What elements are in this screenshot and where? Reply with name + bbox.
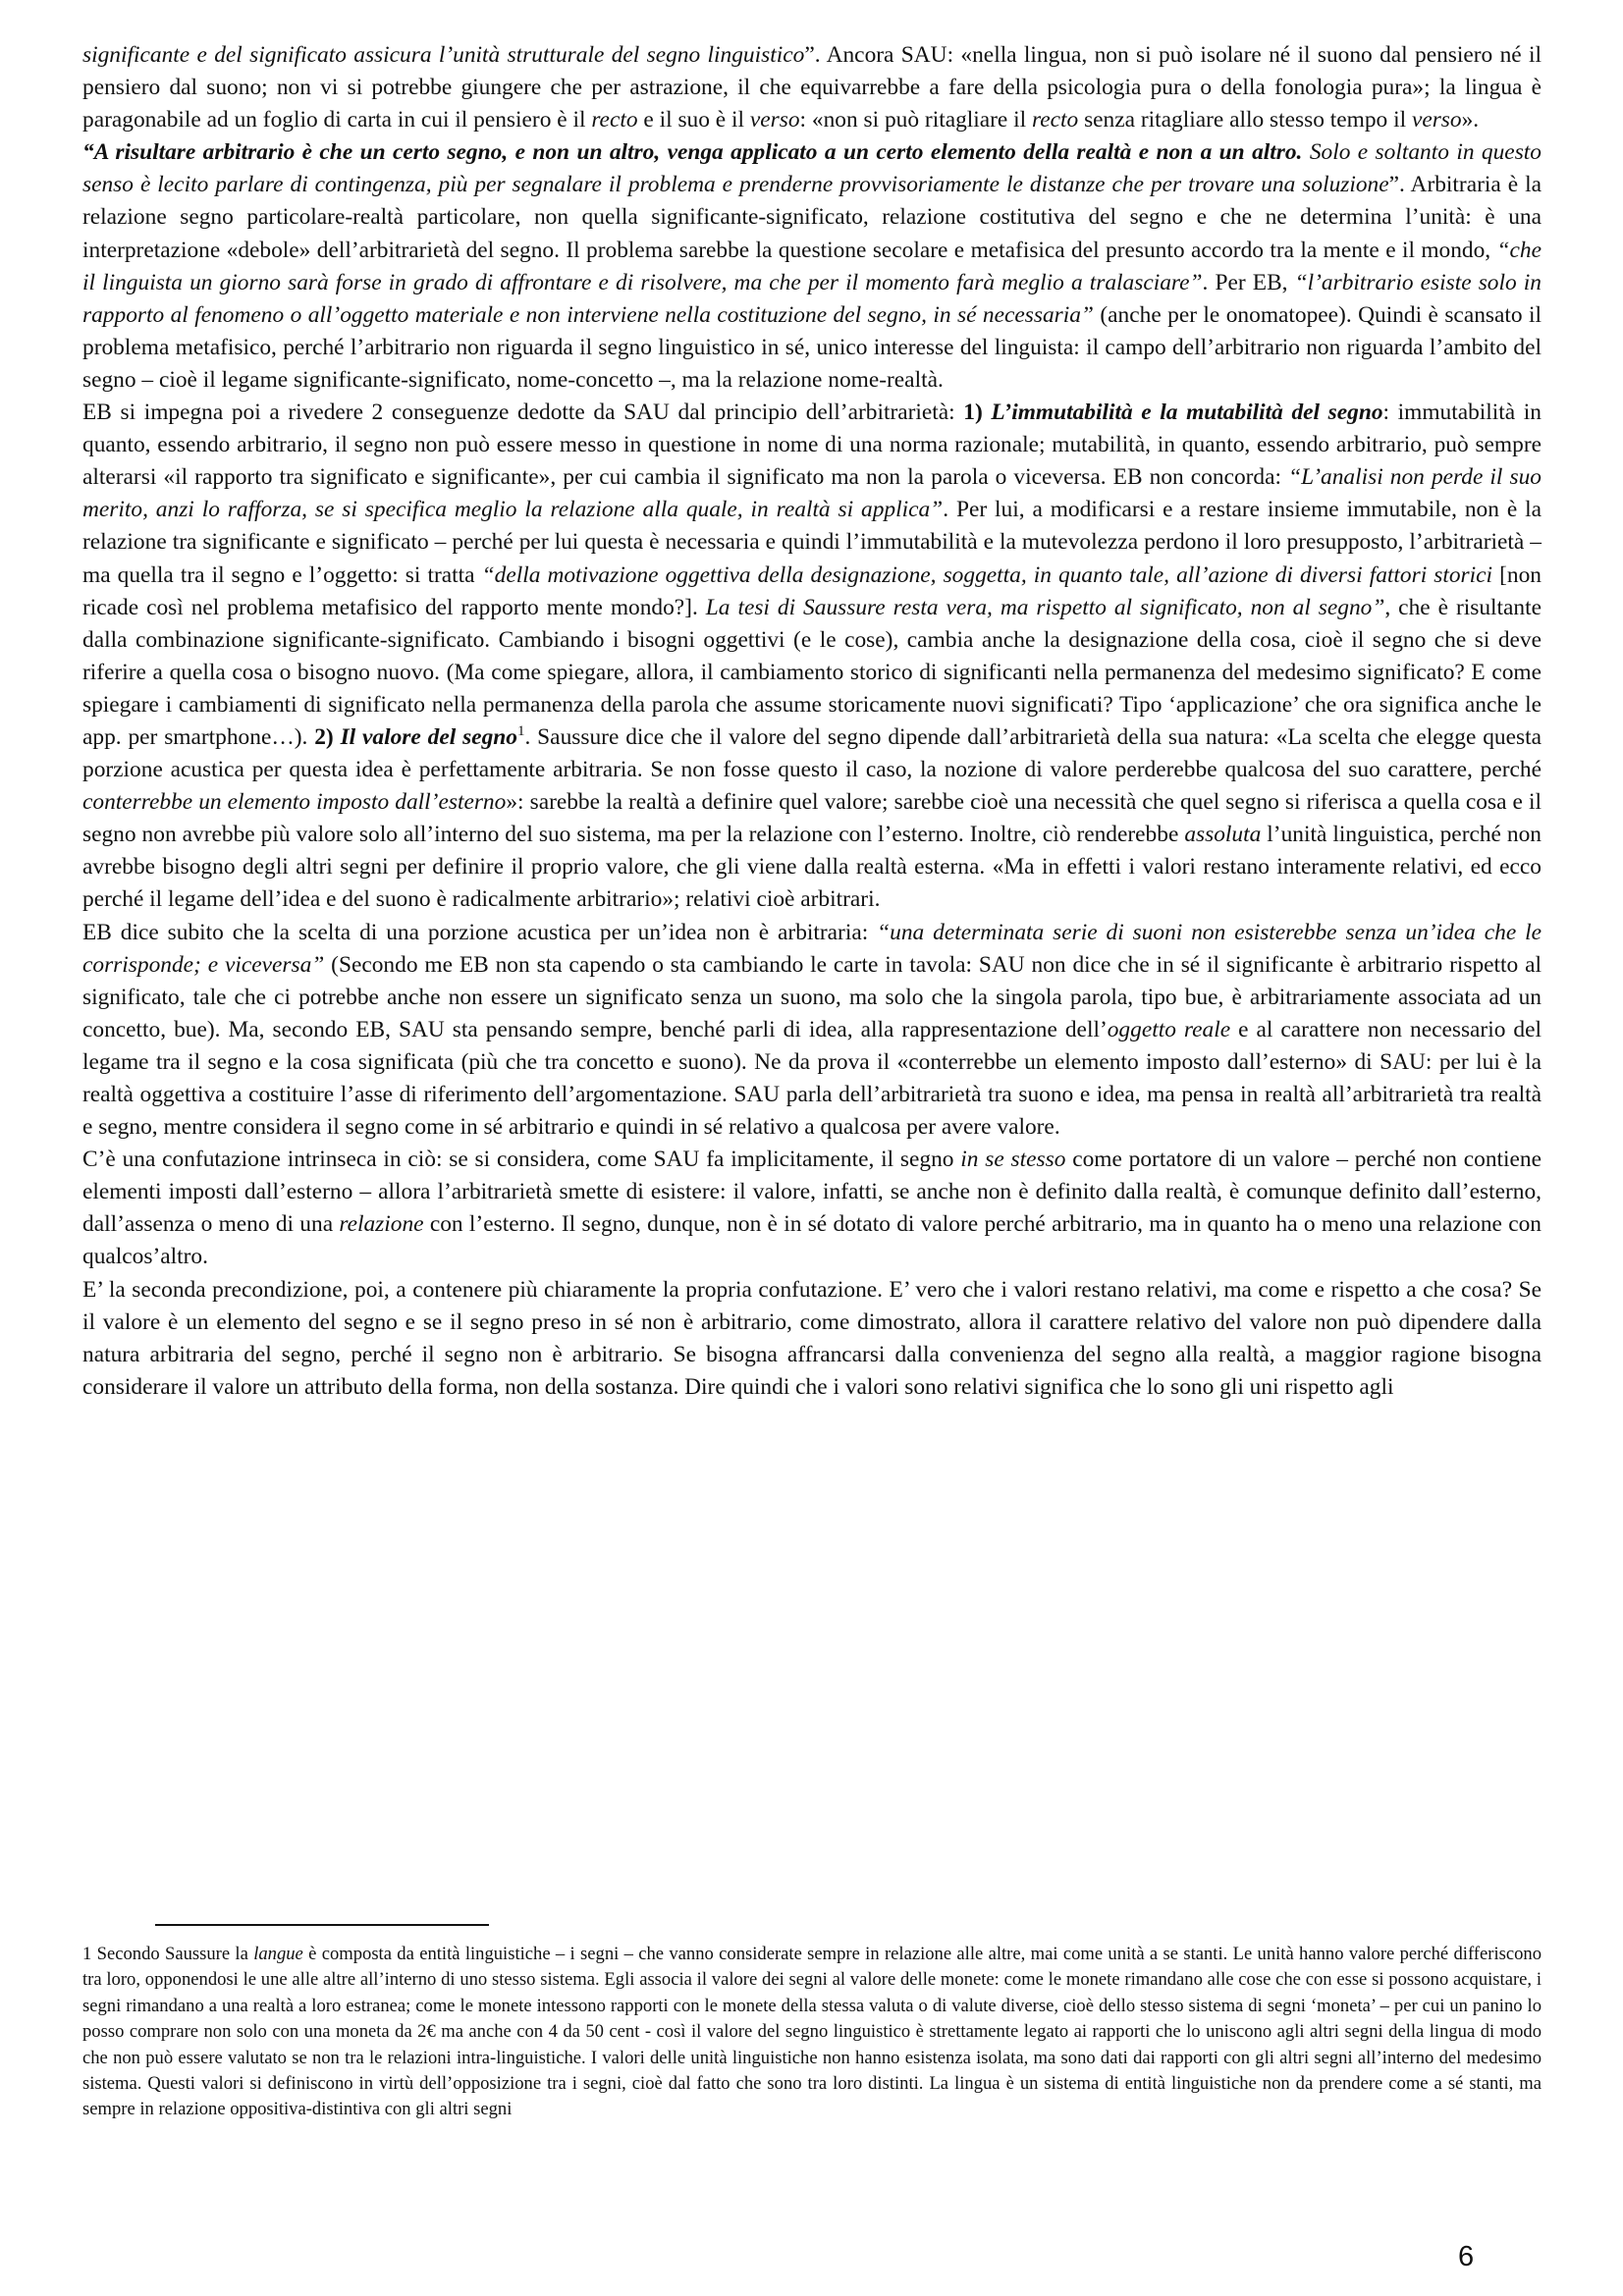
text-run: L’immutabilità e la mutabilità del segno: [991, 400, 1383, 426]
text-run: ».: [1461, 107, 1480, 133]
text-run: “l’arbitrario esiste solo in rapporto al fenomeno o all’oggetto materiale e non interviene nella costituzione del segno, in sé necessaria”: [82, 269, 1542, 328]
text-run: EB dice subito che la scelta di una porzione acustica per un’idea non è arbitraria:: [82, 919, 878, 945]
text-run: e il suo è il: [637, 107, 750, 133]
text-run: relazione: [339, 1211, 424, 1238]
text-run: in se stesso: [960, 1147, 1066, 1173]
text-run: conterrebbe un elemento imposto dall’esterno: [82, 789, 507, 816]
text-run: »: sarebbe la realtà a definire quel valore; sarebbe cioè una necessità che quel segno si riferisca a quella cosa e il segno non avrebbe più valore solo all’interno del suo sistema, ma per la relazione con l’esterno. Inoltre, ciò renderebbe: [82, 789, 1542, 848]
text-run: [334, 724, 341, 750]
text-run: C’è una confutazione intrinseca in ciò: se si considera, come SAU fa implicitamente, il segno: [82, 1147, 961, 1173]
footnote-separator: [155, 1924, 489, 1926]
text-run: verso: [1411, 107, 1462, 133]
text-run: 1): [963, 400, 983, 426]
text-run: recto: [591, 107, 638, 133]
text-run: . Per lui, a modificarsi e a restare insieme immutabile, non è la relazione tra significante e significato – perché per lui questa è necessaria e quindi l’immutabilità e la mutevolezza perdono il loro presupposto, l’arbitrarietà – ma quella tra il segno e l’oggetto: si tratta: [82, 497, 1542, 588]
text-run: , che è risultante dalla combinazione significante-significato. Cambiando i bisogni oggettivi (e le cose), cambia anche la designazione della cosa, cioè il segno che si deve riferire a quella cosa o bisogno nuovo. (Ma come spiegare, allora, il cambiamento storico di significanti nella permanenza del medesimo significato? E come spiegare i cambiamenti di significato nella permanenza della parola che assume storicamente nuovi significati? Tipo ‘applicazione’ che ora significa anche le app. per smartphone…).: [82, 594, 1542, 750]
text-run: 1 Secondo Saussure la: [82, 1944, 254, 1964]
paragraph: [82, 136, 1542, 397]
text-run: 2): [314, 723, 334, 750]
text-run: . Per EB,: [1202, 269, 1295, 295]
paragraph: [82, 1274, 1542, 1404]
text-run: oggetto reale: [1107, 1016, 1231, 1042]
text-run: Solo e soltanto in questo senso è lecito parlare di contingenza, più per segnalare il problema e prenderne provvisoriamente le distanze che per trovare una soluzione: [82, 139, 1542, 198]
text-run: “L’analisi non perde il suo merito, anzi lo rafforza, se si specifica meglio la relazione alla quale, in realtà si applica”: [82, 464, 1542, 523]
footnote-ref: 1: [516, 723, 525, 740]
text-run: (anche per le onomatopee). Quindi è scansato il problema metafisico, perché l’arbitrario non riguarda il segno linguistico in sé, unico interesse del linguista: il campo dell’arbitrario non riguarda l’ambito del segno – cioè il legame significante-significato, nome-concetto –, ma la relazione nome-realtà.: [82, 301, 1542, 393]
text-run: l’unità linguistica, perché non avrebbe bisogno degli altri segni per definire il proprio valore, che gli viene dalla realtà esterna. «Ma in effetti i valori restano interamente relativi, ed ecco perché il legame dell’idea e del suono è radicalmente arbitrario»; relativi cioè arbitrari.: [82, 822, 1542, 913]
body-text: [82, 39, 1542, 1404]
text-run: “A risultare arbitrario è che un certo segno, e non un altro, venga applicato a un certo elemento della realtà e non a un altro.: [82, 139, 1303, 166]
text-run: “che il linguista un giorno sarà forse in grado di affrontare e di risolvere, ma che per il momento farà meglio a tralasciare”: [82, 237, 1542, 295]
page-content: [82, 39, 1542, 1404]
text-run: con l’esterno. Il segno, dunque, non è in sé dotato di valore perché arbitrario, ma in quanto ha o meno una relazione con qualcos’altro.: [82, 1211, 1542, 1270]
text-run: (Secondo me EB non sta capendo o sta cambiando le carte in tavola: SAU non dice che in sé il significante è arbitrario rispetto al significato, tale che ci potrebbe anche non essere un significato senza un suono, ma solo che la singola parola, tipo bue, è arbitrariamente associata ad un concetto, bue). Ma, secondo EB, SAU sta pensando sempre, benché parli di idea, alla rappresentazione dell’: [82, 951, 1542, 1042]
text-run: . Saussure dice che il valore del segno dipende dall’arbitrarietà della sua natura: «La scelta che elegge questa porzione acustica per questa idea è perfettamente arbitraria. Se non fosse questo il caso, la nozione di valore perderebbe qualcosa del suo carattere, perché: [82, 723, 1542, 783]
page-number: 6: [1458, 2241, 1475, 2272]
paragraph: [82, 397, 1542, 917]
footnote-text: [82, 1942, 1542, 2123]
text-run: come portatore di un valore – perché non contiene elementi imposti dall’esterno – allora l’arbitrarietà smette di esistere: il valore, infatti, se anche non è definito dalla realtà, è comunque definito dall’esterno, dall’assenza o meno di una: [82, 1147, 1542, 1238]
text-run: : immutabilità in quanto, essendo arbitrario, il segno non può essere messo in questione in nome di una norma razionale; mutabilità, in quanto, essendo arbitrario, può sempre alterarsi «il rapporto tra significato e significante», per cui cambia il significato ma non la parola o viceversa. EB non concorda:: [82, 400, 1542, 491]
text-run: ”. Ancora SAU: «nella lingua, non si può isolare né il suono dal pensiero né il pensiero dal suono; non vi si potrebbe giungere che per astrazione, il che equivarrebbe a fare della psicologia pura o della fonologia pura»; la lingua è paragonabile ad un foglio di carta in cui il pensiero è il: [82, 42, 1542, 133]
text-run: “della motivazione oggettiva della designazione, soggetta, in quanto tale, all’azione di diversi fattori storici: [481, 561, 1493, 588]
footnote: [82, 1942, 1542, 2123]
paragraph: [82, 917, 1542, 1145]
text-run: è composta da entità linguistiche – i segni – che vanno considerate sempre in relazione alle altre, mai come unità a se stanti. Le unità hanno valore perché differiscono tra loro, opponendosi le une alle altre all’interno di uno stesso sistema. Egli associa il valore dei segni al valore delle monete: come le monete rimandano alle cose che con esse si possono acquistare, i segni rimandano a una realtà a loro estranea; come le monete intessono rapporti con le monete della stessa valuta o di valute diverse, cioè dello stesso sistema di segni ‘moneta’ – per cui un panino lo posso comprare non solo con una moneta da 2€ ma anche con 4 da 50 cent - così il valore del segno linguistico è strettamente legato ai rapporti che lo uniscono agli altri segni della lingua di modo che non può essere valutato se non tra le relazioni intra-linguistiche. I valori delle unità linguistiche non hanno esistenza isolata, ma sono dati dai rapporti con gli altri segni all’interno del medesimo sistema. Questi valori si definiscono in virtù dell’opposizione tra i segni, cioè dal fatto che sono tra loro distinti. La lingua è un sistema di entità linguistiche non da prendere come a sé stanti, ma sempre in relazione oppositiva-distintiva con gli altri segni: [82, 1944, 1542, 2120]
paragraph: [82, 39, 1542, 136]
text-run: ”. Arbitraria è la relazione segno particolare-realtà particolare, non quella significante-significato, relazione costitutiva del segno e che ne determina l’unità: è una interpretazione «debole» dell’arbitrarietà del segno. Il problema sarebbe la questione secolare e metafisica del presunto accordo tra la mente e il mondo,: [82, 172, 1542, 263]
text-run: EB si impegna poi a rivedere 2 conseguenze dedotte da SAU dal principio dell’arbitrarietà:: [82, 400, 964, 426]
text-run: significante e del significato assicura l’unità strutturale del segno linguistico: [82, 42, 805, 68]
text-run: : «non si può ritagliare il: [799, 107, 1033, 133]
text-run: langue: [253, 1944, 303, 1964]
text-run: La tesi di Saussure resta vera, ma rispetto al significato, non al segno”: [705, 594, 1385, 620]
text-run: e al carattere non necessario del legame tra il segno e la cosa significata (più che tra concetto e suono). Ne da prova il «conterrebbe un elemento imposto dall’esterno» di SAU: per lui è la realtà oggettiva a costituire l’asse di riferimento dell’argomentazione. SAU parla dell’arbitrarietà tra suono e idea, ma pensa in realtà all’arbitrarietà tra realtà e segno, mentre considera il segno come in sé arbitrario e quindi in sé relativo a qualcosa per avere valore.: [82, 1016, 1542, 1141]
text-run: verso: [749, 107, 800, 133]
text-run: senza ritagliare allo stesso tempo il: [1078, 107, 1412, 133]
text-run: Il valore del segno: [340, 723, 517, 750]
text-run: E’ la seconda precondizione, poi, a contenere più chiaramente la propria confutazione. E’ vero che i valori restano relativi, ma come e rispetto a che cosa? Se il valore è un elemento del segno e se il segno preso in sé non è arbitrario, come dimostrato, allora il carattere relativo del valore non può dipendere dalla natura arbitraria del segno, perché il segno non è arbitrario. Se bisogna affrancarsi dalla convenienza del segno alla realtà, a maggior ragione bisogna considerare il valore un attributo della forma, non della sostanza. Dire quindi che i valori sono relativi significa che lo sono gli uni rispetto agli: [82, 1276, 1542, 1400]
text-run: recto: [1032, 107, 1079, 133]
text-run: assoluta: [1184, 822, 1262, 848]
text-run: [non ricade così nel problema metafisico del rapporto mente mondo?].: [82, 561, 1542, 620]
paragraph: [82, 1144, 1542, 1273]
text-run: “una determinata serie di suoni non esisterebbe senza un’idea che le corrisponde; e viceversa”: [82, 919, 1542, 978]
